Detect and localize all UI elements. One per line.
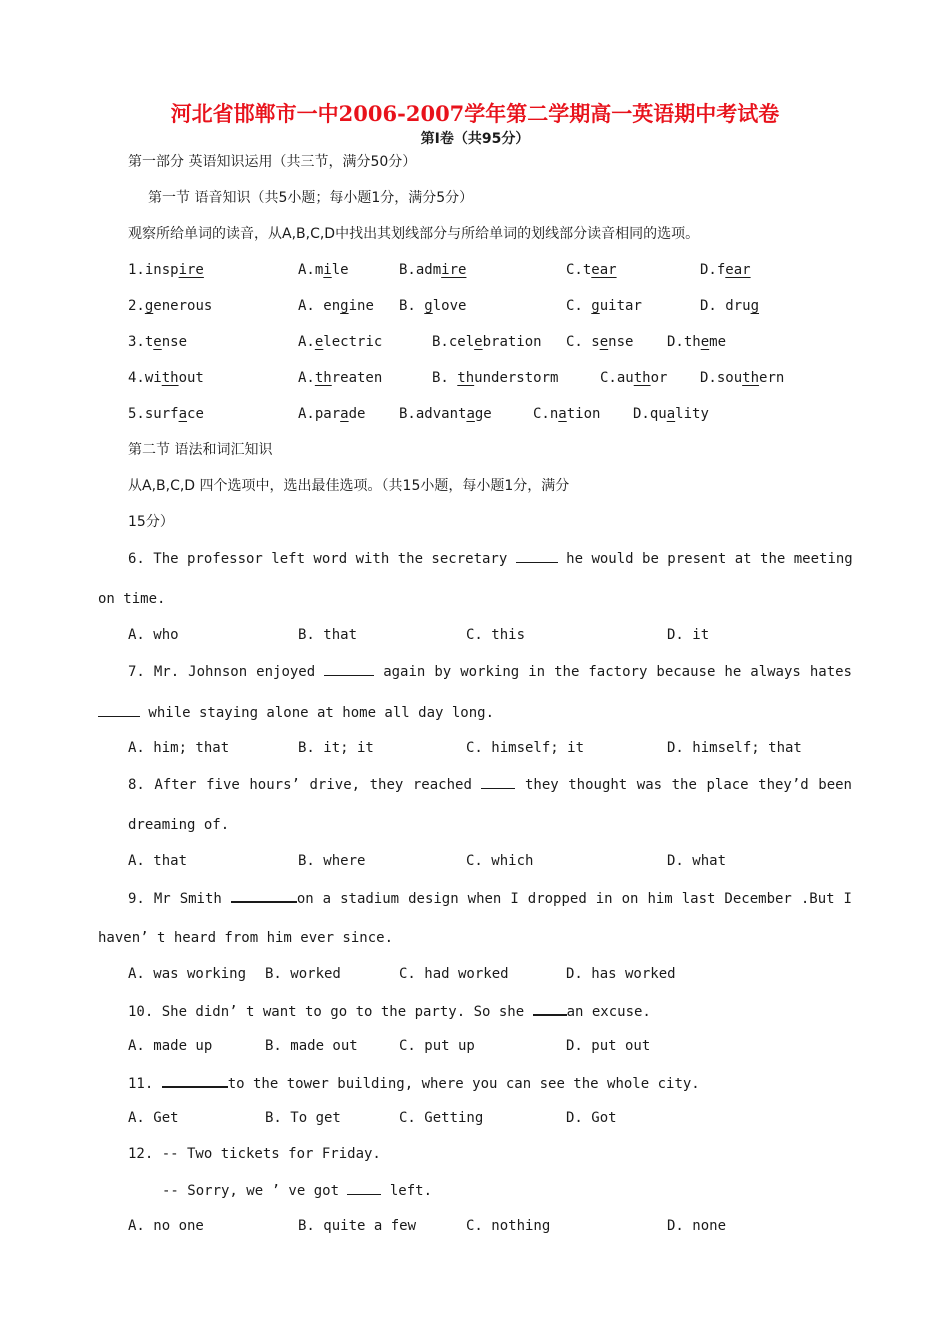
given-word: 3.tense (128, 334, 188, 350)
option-c: C. Getting (399, 1110, 484, 1126)
section-one-heading: 第一节 语音知识（共5小题；每小题1分，满分5分） (148, 190, 474, 206)
question-7-stem: 7. Mr. Johnson enjoyed again by working in the factory because he always hates (128, 661, 852, 682)
question-8-stem: 8. After five hours’ drive, they reached they thought was the place they’d been (128, 774, 852, 795)
answer-blank (324, 661, 374, 676)
answer-blank (347, 1180, 381, 1195)
option-d: D. himself; that (667, 740, 802, 756)
question-9-stem-cont: haven’ t heard from him ever since. (98, 930, 394, 946)
option-a: A. Get (128, 1110, 179, 1126)
given-word: 2.generous (128, 298, 213, 314)
option-c: C. himself; it (466, 740, 585, 756)
option-d: D. none (667, 1218, 727, 1234)
option-a: A. him; that (128, 740, 230, 756)
question-6-stem-cont: on time. (98, 591, 166, 607)
option-b: B. thunderstorm (432, 370, 559, 386)
option-c: C. sense (566, 334, 634, 350)
option-b: B. glove (399, 298, 467, 314)
option-a: A.mile (298, 262, 349, 278)
option-b: B. quite a few (298, 1218, 417, 1234)
question-11-stem: 11. to the tower building, where you can see the whole city. (128, 1072, 700, 1094)
given-word: 1.inspire (128, 262, 204, 278)
option-a: A. was working (128, 966, 247, 982)
answer-blank (231, 887, 297, 903)
option-b: B. that (298, 627, 358, 643)
option-a: A. made up (128, 1038, 213, 1054)
option-d: D.theme (667, 334, 727, 350)
option-a: A. engine (298, 298, 374, 314)
answer-blank (533, 1000, 567, 1016)
answer-blank (98, 702, 140, 717)
option-b: B. worked (265, 966, 341, 982)
option-c: C.nation (533, 406, 601, 422)
answer-blank (481, 774, 515, 789)
answer-blank (162, 1072, 228, 1088)
option-d: D. put out (566, 1038, 651, 1054)
option-c: C.tear (566, 262, 617, 278)
question-9-stem: 9. Mr Smith on a stadium design when I dropped in on him last December .But I (128, 887, 852, 909)
option-d: D. has worked (566, 966, 676, 982)
question-6-stem: 6. The professor left word with the secretary he would be present at the meeting (128, 548, 852, 569)
option-a: A. who (128, 627, 179, 643)
paper-subtitle: 第Ⅰ卷（共95分） (420, 131, 530, 147)
option-a: A.electric (298, 334, 383, 350)
section-two-instruction-cont: 15分） (128, 514, 174, 530)
option-b: B. made out (265, 1038, 358, 1054)
option-b: B.admire (399, 262, 467, 278)
option-a: A.threaten (298, 370, 383, 386)
option-b: B.advantage (399, 406, 492, 422)
question-12-reply: -- Sorry, we ’ ve got left. (162, 1180, 432, 1201)
option-a: A.parade (298, 406, 366, 422)
exam-title: 河北省邯郸市一中2006-2007学年第二学期高一英语期中考试卷 (170, 101, 780, 126)
option-c: C. guitar (566, 298, 642, 314)
option-d: D.southern (700, 370, 785, 386)
option-b: B. where (298, 853, 366, 869)
section-two-heading: 第二节 语法和词汇知识 (128, 442, 273, 458)
section-one-instruction: 观察所给单词的读音，从A,B,C,D中找出其划线部分与所给单词的划线部分读音相同的选项。 (128, 226, 700, 242)
option-c: C. nothing (466, 1218, 551, 1234)
part-one-heading: 第一部分 英语知识运用（共三节，满分50分） (128, 154, 417, 170)
question-7-stem-cont: while staying alone at home all day long. (98, 702, 494, 723)
option-d: D.quality (633, 406, 709, 422)
question-8-stem-cont: dreaming of. (128, 817, 230, 833)
option-c: C.author (600, 370, 668, 386)
question-12-stem: 12. -- Two tickets for Friday. (128, 1146, 381, 1162)
option-b: B.celebration (432, 334, 542, 350)
option-d: D. it (667, 627, 710, 643)
option-d: D. drug (700, 298, 760, 314)
option-c: C. which (466, 853, 534, 869)
option-d: D. Got (566, 1110, 617, 1126)
option-c: C. this (466, 627, 526, 643)
option-c: C. had worked (399, 966, 509, 982)
option-b: B. To get (265, 1110, 341, 1126)
option-a: A. no one (128, 1218, 204, 1234)
option-a: A. that (128, 853, 188, 869)
given-word: 5.surface (128, 406, 204, 422)
option-d: D. what (667, 853, 727, 869)
option-d: D.fear (700, 262, 751, 278)
section-two-instruction: 从A,B,C,D 四个选项中，选出最佳选项。（共15小题，每小题1分，满分 (128, 478, 570, 494)
question-10-stem: 10. She didn’ t want to go to the party. So she an excuse. (128, 1000, 651, 1022)
option-b: B. it; it (298, 740, 374, 756)
option-c: C. put up (399, 1038, 475, 1054)
given-word: 4.without (128, 370, 204, 386)
answer-blank (516, 548, 558, 563)
